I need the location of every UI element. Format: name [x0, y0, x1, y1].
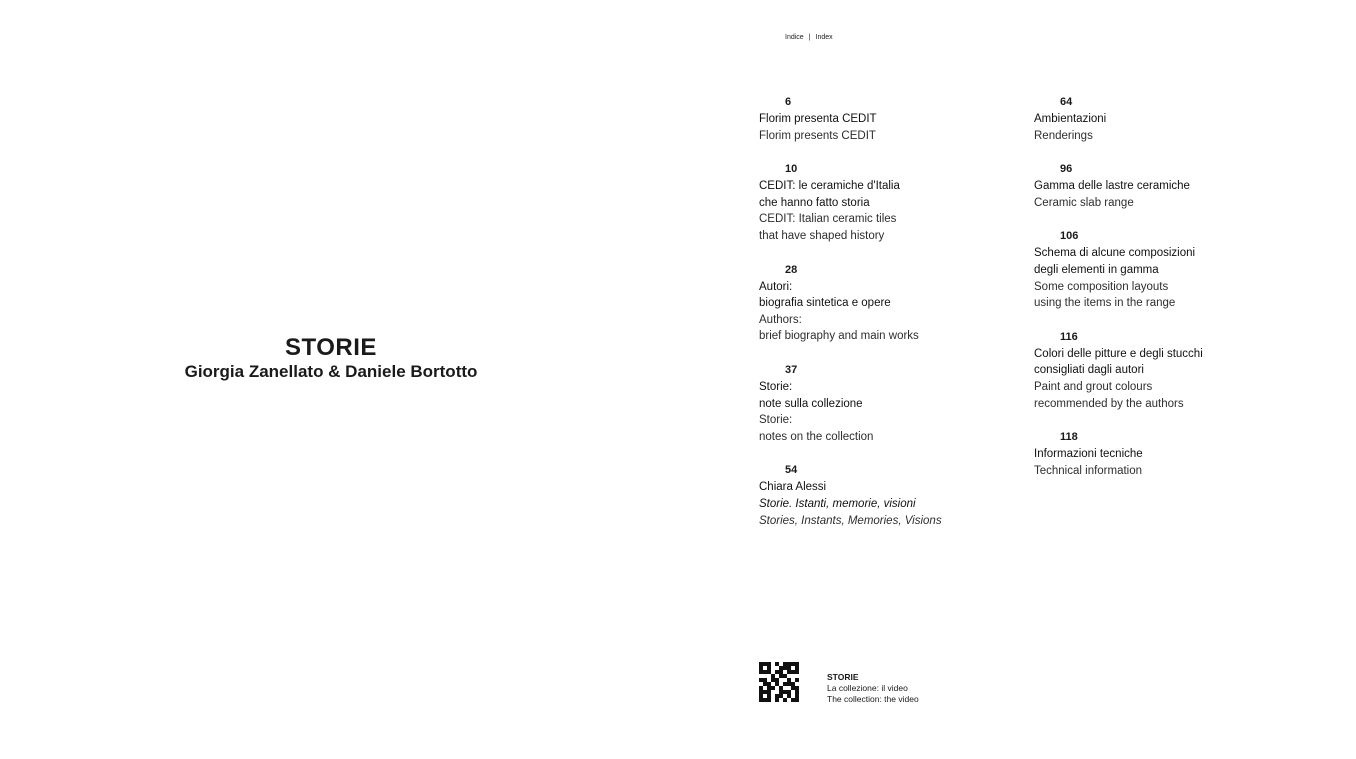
- index-header: [785, 33, 833, 42]
- toc-entry[interactable]: [1034, 94, 1274, 144]
- toc-title-en: Florim presents CEDIT: [759, 129, 876, 142]
- toc-title-en: Some composition layouts: [1034, 280, 1169, 293]
- toc-title-it: che hanno fatto storia: [759, 196, 870, 209]
- toc-page-number: 28: [785, 263, 798, 276]
- toc-title-it: Ambientazioni: [1034, 113, 1107, 125]
- toc-title-it: Schema di alcune composizioni: [1034, 247, 1196, 260]
- toc-title-en: Stories, Instants, Memories, Visions: [759, 514, 942, 527]
- toc-column-right: [1034, 94, 1274, 496]
- qr-title: STORIE: [827, 672, 859, 682]
- toc-entry[interactable]: [759, 262, 999, 345]
- cover-title-block: [0, 334, 662, 382]
- toc-title-it: Storie. Istanti, memorie, visioni: [759, 497, 916, 510]
- toc-title-it: degli elementi in gamma: [1034, 263, 1159, 276]
- toc-title-en: that have shaped history: [759, 229, 885, 242]
- toc-title-it: Florim presenta CEDIT: [759, 113, 877, 125]
- index-separator: |: [808, 34, 811, 41]
- toc-title-it: Chiara Alessi: [759, 481, 827, 494]
- toc-title-it: Autori:: [759, 280, 793, 293]
- toc-title-it: note sulla collezione: [759, 397, 863, 410]
- page-title: STORIE: [285, 334, 377, 361]
- toc-title-it: CEDIT: le ceramiche d'Italia: [759, 180, 900, 193]
- toc-title-it: Gamma delle lastre ceramiche: [1034, 180, 1190, 193]
- toc-page-number: 37: [785, 363, 798, 376]
- toc-title-it: Colori delle pitture e degli stucchi: [1034, 347, 1203, 360]
- toc-entry[interactable]: [759, 161, 999, 244]
- toc-entry[interactable]: [1034, 228, 1274, 311]
- qr-code-icon[interactable]: [759, 662, 799, 702]
- qr-caption: [827, 672, 919, 705]
- toc-title-en: CEDIT: Italian ceramic tiles: [759, 213, 897, 226]
- toc-entry[interactable]: [1034, 161, 1274, 211]
- toc-title-it: Storie:: [759, 380, 793, 393]
- toc-title-it: consigliati dagli autori: [1034, 364, 1144, 377]
- toc-page-number: 116: [1060, 330, 1078, 343]
- index-label-it: Indice: [785, 34, 804, 41]
- qr-line-it: La collezione: il video: [827, 683, 908, 693]
- authors-subtitle: Giorgia Zanellato & Daniele Bortotto: [184, 362, 478, 381]
- toc-entry[interactable]: [759, 362, 999, 445]
- toc-title-en: Renderings: [1034, 129, 1093, 142]
- toc-page-number: 64: [1060, 96, 1073, 108]
- toc-title-en: recommended by the authors: [1034, 397, 1184, 410]
- toc-entry[interactable]: [759, 94, 999, 144]
- qr-line-en: The collection: the video: [827, 694, 919, 704]
- toc-title-en: brief biography and main works: [759, 330, 919, 343]
- toc-title-en: Ceramic slab range: [1034, 196, 1134, 209]
- toc-title-en: notes on the collection: [759, 430, 874, 443]
- toc-title-en: Storie:: [759, 414, 793, 427]
- toc-title-it: Informazioni tecniche: [1034, 448, 1143, 461]
- cover-page: [0, 0, 662, 759]
- toc-page-number: 10: [785, 163, 798, 176]
- toc-title-en: Paint and grout colours: [1034, 380, 1153, 393]
- toc-page-number: 118: [1060, 431, 1078, 444]
- toc-column-left: [759, 94, 999, 546]
- index-label-en: Index: [815, 34, 833, 41]
- toc-entry[interactable]: [1034, 329, 1274, 412]
- toc-title-en: Authors:: [759, 313, 802, 326]
- toc-page-number: 54: [785, 464, 798, 477]
- toc-title-it: biografia sintetica e opere: [759, 297, 891, 310]
- toc-title-en: using the items in the range: [1034, 297, 1176, 310]
- toc-entry[interactable]: [759, 462, 999, 529]
- video-qr-block[interactable]: [759, 662, 919, 705]
- toc-page-number: 106: [1060, 230, 1079, 243]
- toc-page-number: 6: [785, 96, 792, 108]
- toc-page-number: 96: [1060, 163, 1073, 176]
- toc-entry[interactable]: [1034, 429, 1274, 479]
- toc-title-en: Technical information: [1034, 464, 1143, 477]
